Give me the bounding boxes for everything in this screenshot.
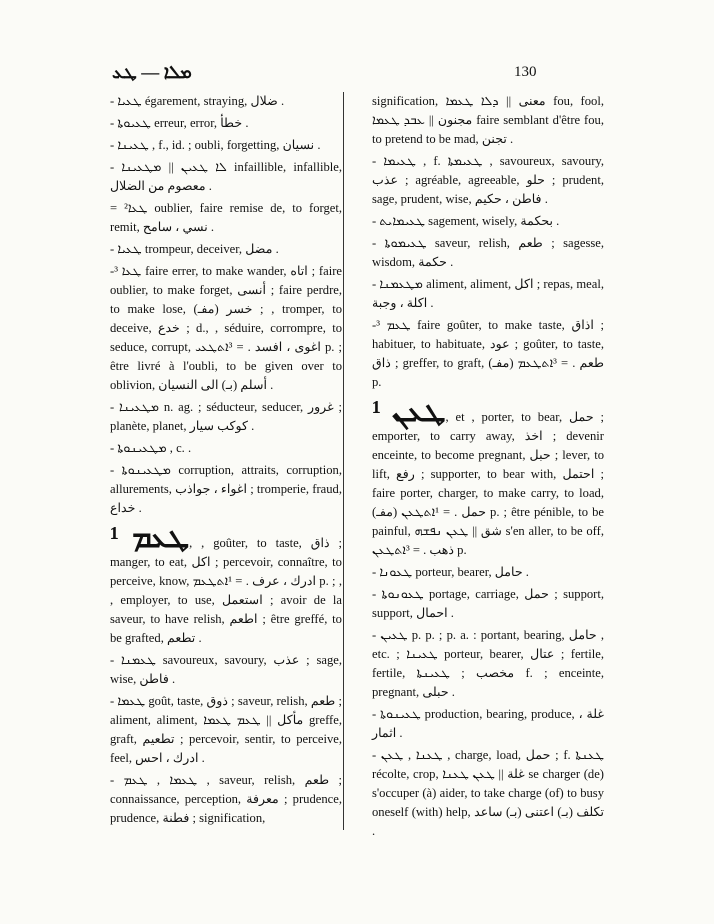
- dictionary-entry: [110, 461, 342, 518]
- entry-root-word: ¹ ܛܥܢ: [372, 395, 446, 428]
- entry-text: signification, معنى || ܕܠܐ ܛܥܡܐ fou, fool, مجنون || ܥܒܕ ܛܥܡܐ faire semblant d'être fou, to pretend to be mad, تجنن .: [372, 94, 604, 146]
- dictionary-entry: [372, 316, 604, 392]
- dictionary-entry: [372, 275, 604, 313]
- dictionary-entry: [110, 651, 342, 689]
- entry-text: - ܛܥܝܘܬܐ erreur, error, خطأ .: [110, 116, 249, 130]
- entry-text: - ܠܐ ܛܥܝܢ || ܡܛܥܝܢܐ infaillible, infallible, معصوم من الضلال .: [110, 160, 342, 193]
- dictionary-entry: [372, 705, 604, 743]
- entry-text: - ܛܥܘܢܘܬܐ portage, carriage, حمل ; support, support, احمال .: [372, 587, 605, 620]
- entry-text: -³ ܛܥܐ faire errer, to make wander, اتاه ; faire oublier, to make forget, أنسى ; faire perdre, to make lose, (مفـ) خسر ; , tromper, to deceive, خدع ; d., , séduire, corrompre, to seduce, corrupt, اغوى ، افسد . = ³ܐܬܛܥܝ p. ; être livré à l'oubli, to be given over to oblivion, أسلم (بـ) الى النسيان .: [110, 264, 343, 392]
- page-number: 130: [514, 64, 537, 80]
- entry-text: - ܛܥܝܡܘܬܐ saveur, relish, طعم ; sagesse, wisdom, حكمة .: [372, 236, 604, 269]
- entry-text: - ܛܥܝܡܐܝܬ sagement, wisely, بحكمة .: [372, 214, 560, 228]
- dictionary-entry: [372, 152, 604, 209]
- entry-text: - ܛܥܝܐ trompeur, deceiver, مضل .: [110, 242, 279, 256]
- entry-text: - ܡܛܥܡܢܐ aliment, aliment, اكل ; repas, meal, اكلة ، وجبة .: [372, 277, 604, 310]
- dictionary-entry: [110, 521, 343, 648]
- dictionary-entry: [110, 199, 342, 237]
- dictionary-entry: [110, 262, 342, 395]
- entry-text: - ܛܥܝܢܘܬܐ production, bearing, produce, غلة ، اثمار .: [372, 707, 604, 740]
- entry-text: - ܛܥܢܐ , ܛܥܢ , charge, load, حمل ; f. ܛܥܢܬܐ récolte, crop, غلة || ܛܥܢ ܛܥܢܐ se charger (de) s'occuper (à) aider, to take charge (of) to busy oneself (with) help, تكلف (بـ) اعتنى (بـ) ساعد .: [372, 748, 605, 838]
- dictionary-entry: [372, 626, 604, 702]
- dictionary-entry: [372, 234, 604, 272]
- dictionary-entry: [110, 158, 342, 196]
- dictionary-entry: [372, 395, 604, 560]
- dictionary-entry: [110, 771, 342, 828]
- dictionary-entry: [372, 563, 604, 582]
- dictionary-entry: [110, 398, 342, 436]
- entry-text: , et , porter, to bear, حمل ; emporter, to carry away, اخذ ; devenir enceinte, to become pregnant, حبل ; lever, to lift, رفع ; supporter, to bear with, احتمل ; faire porter, charger, to make carry, to load, (مفـ) حمل . = ¹ܐܬܛܥܢ p. ; être pénible, to be painful, شق || ܛܥܢ ܢܦܫܗ s'en aller, to be off, ذهب . = ³ܐܬܛܥܢ p.: [372, 410, 604, 557]
- entry-text: - ܛܥܝܢܐ , f., id. ; oubli, forgetting, نسيان .: [110, 138, 321, 152]
- entry-text: - ܛܥܝܢ p. p. ; p. a. : portant, bearing, حامل , etc. ; ܛܥܝܢܐ porteur, bearer, عتال ; fertile, fertile, مخصب ; ܛܥܝܢܬܐ f. ; enceinte, pregnant, حبلى .: [372, 628, 605, 699]
- dictionary-entry: [110, 240, 342, 259]
- dictionary-entry: [372, 92, 604, 149]
- dictionary-entry: [372, 585, 604, 623]
- dictionary-entry: [372, 746, 604, 841]
- entry-root-word: ¹ ܛܥܡ: [110, 521, 190, 554]
- dictionary-entry: [110, 136, 342, 155]
- entry-text: -³ ܛܥܡ faire goûter, to make taste, اذاق ; habituer, to habituate, عود ; goûter, to taste, ذاق ; greffer, to graft, (مفـ) طعم . = ³ܐܬܛܥܡ p.: [372, 318, 604, 389]
- dictionary-entry: [110, 439, 342, 458]
- dictionary-entry: [110, 692, 342, 768]
- entry-text: - ܛܥܡܐ , ܛܥܡ , saveur, relish, طعم ; connaissance, perception, معرفة ; prudence, prudence, فطنة ; signification,: [110, 773, 342, 825]
- entry-text: - ܛܥܘܢܐ porteur, bearer, حامل .: [372, 565, 529, 579]
- dictionary-entry: [372, 212, 604, 231]
- entry-text: - ܡܛܥܝܢܐ n. ag. ; séducteur, seducer, غرور ; planète, planet, كوكب سيار .: [110, 400, 343, 433]
- entry-text: - ܛܥܝܐ‍ égarement, straying, ضلال .: [110, 94, 285, 108]
- dictionary-entry: [110, 92, 342, 111]
- entry-text: - ܛܥܝܡܐ , f. ܛܥܝܡܬܐ , savoureux, savoury, عذب ; agréable, agreeable, حلو ; prudent, sage, prudent, wise, فاطن ، حكيم .: [372, 154, 605, 206]
- right-column: [372, 92, 604, 844]
- dictionary-entry: [110, 114, 342, 133]
- running-head: ܡܠܐ — ܛܥ: [112, 62, 192, 82]
- entry-text: - ܛܥܡܐ goût, taste, ذوق ; saveur, relish, طعم ; aliment, aliment, مأكل || ܛܥܡ ܛܥܡܐ greffe, graft, تطعيم ; percevoir, sentir, to perceive, feel, ادرك ، احس .: [110, 694, 343, 765]
- entry-text: = ²ܛܥܐ oublier, faire remise de, to forget, remit, نسي ، سامح .: [110, 201, 342, 234]
- column-divider: [343, 92, 344, 830]
- left-column: [110, 92, 342, 831]
- entry-text: , , goûter, to taste, ذاق ; manger, to eat, اكل ; percevoir, connaître, to perceive, know, ادرك ، عرف . = ¹ܐܬܛܥܡ p. ; , , employer, to use, استعمل ; avoir de la saveur, to have relish, اطعم ; être greffé, to be grafted, تطعم .: [110, 536, 343, 645]
- entry-text: - ܛܥܡܢܐ savoureux, savoury, عذب ; sage, wise, فاطن .: [110, 653, 342, 686]
- entry-text: - ܡܛܥܝܢܘܬܐ , c. .: [110, 441, 192, 455]
- entry-text: - ܡܛܥܝܢܘܬܐ corruption, attraits, corruption, allurements, اغواء ، جواذب ; tromperie, fraud, خداع .: [110, 463, 342, 515]
